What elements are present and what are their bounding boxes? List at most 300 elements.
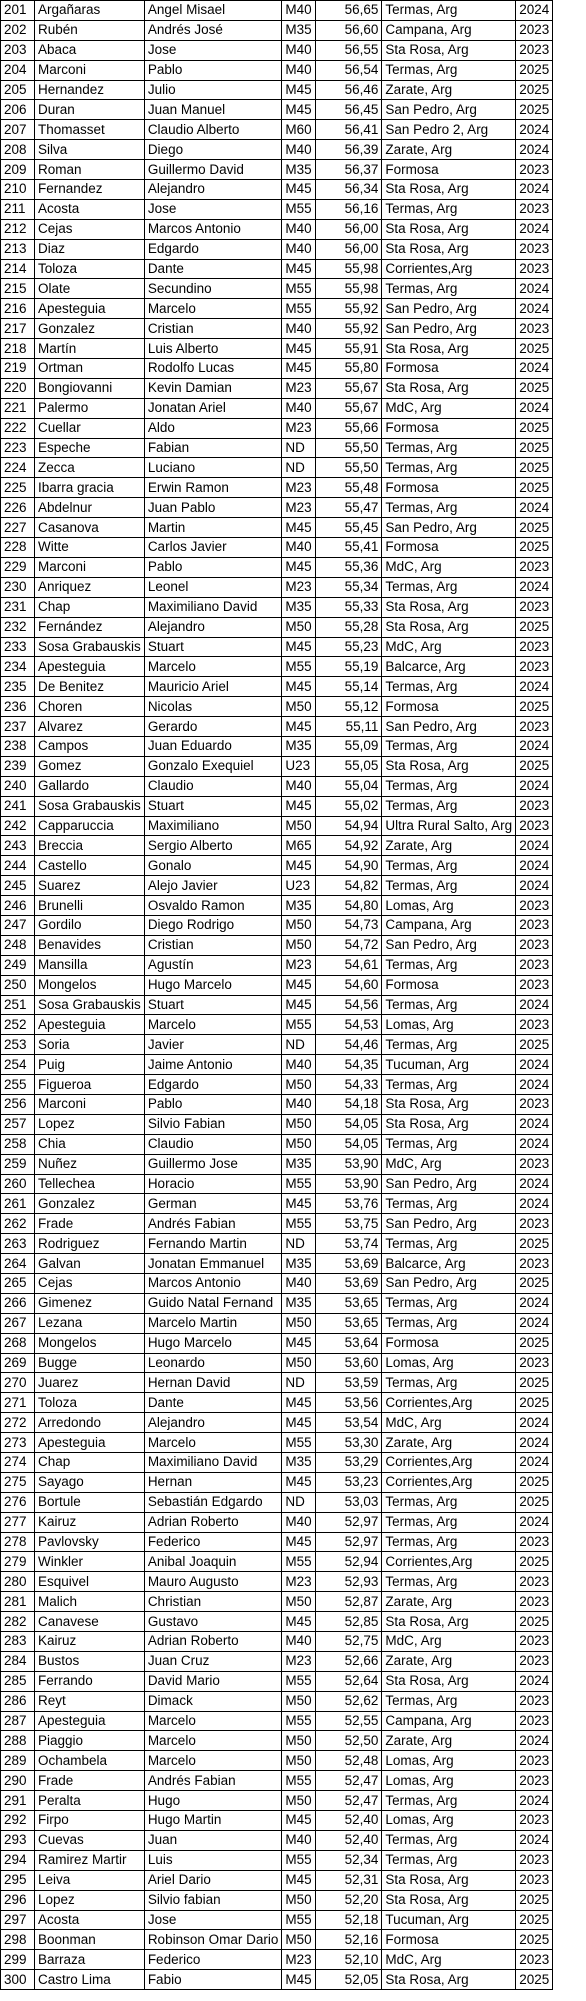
- given-name-cell: Fabian: [144, 438, 282, 458]
- table-row: [1, 518, 553, 538]
- table-row: [1, 1751, 553, 1771]
- location-cell: MdC, Arg: [382, 557, 516, 577]
- given-name-cell: Kevin Damian: [144, 378, 282, 398]
- location-cell: MdC, Arg: [382, 637, 516, 657]
- category-cell: M35: [282, 597, 316, 617]
- table-row: [1, 1433, 553, 1453]
- surname-cell: Bongiovanni: [35, 378, 145, 398]
- given-name-cell: Hugo Marcelo: [144, 975, 282, 995]
- value-cell: 53,29: [316, 1453, 382, 1473]
- category-cell: M40: [282, 538, 316, 558]
- surname-cell: Juarez: [35, 1373, 145, 1393]
- value-cell: 54,61: [316, 955, 382, 975]
- value-cell: 52,34: [316, 1850, 382, 1870]
- rank-cell: 208: [1, 140, 35, 160]
- given-name-cell: Luis: [144, 1850, 282, 1870]
- category-cell: M40: [282, 776, 316, 796]
- year-cell: 2024: [516, 359, 553, 379]
- year-cell: 2025: [516, 60, 553, 80]
- given-name-cell: Fabio: [144, 1970, 282, 1990]
- location-cell: Termas, Arg: [382, 1532, 516, 1552]
- rank-cell: 224: [1, 458, 35, 478]
- table-row: [1, 498, 553, 518]
- rank-cell: 268: [1, 1333, 35, 1353]
- location-cell: Zarate, Arg: [382, 1731, 516, 1751]
- given-name-cell: Leonel: [144, 577, 282, 597]
- year-cell: 2023: [516, 1015, 553, 1035]
- surname-cell: Campos: [35, 736, 145, 756]
- location-cell: Termas, Arg: [382, 1791, 516, 1811]
- category-cell: M55: [282, 1552, 316, 1572]
- category-cell: M50: [282, 617, 316, 637]
- value-cell: 55,45: [316, 518, 382, 538]
- rank-cell: 205: [1, 80, 35, 100]
- surname-cell: Puig: [35, 1055, 145, 1075]
- rank-cell: 253: [1, 1035, 35, 1055]
- value-cell: 53,74: [316, 1234, 382, 1254]
- surname-cell: Firpo: [35, 1811, 145, 1831]
- year-cell: 2024: [516, 1, 553, 21]
- location-cell: Formosa: [382, 1930, 516, 1950]
- category-cell: M45: [282, 359, 316, 379]
- year-cell: 2025: [516, 1910, 553, 1930]
- given-name-cell: David Mario: [144, 1671, 282, 1691]
- value-cell: 53,90: [316, 1154, 382, 1174]
- surname-cell: Frade: [35, 1771, 145, 1791]
- rank-cell: 221: [1, 398, 35, 418]
- given-name-cell: Agustín: [144, 955, 282, 975]
- category-cell: M50: [282, 1890, 316, 1910]
- location-cell: Tucuman, Arg: [382, 1055, 516, 1075]
- rank-cell: 300: [1, 1970, 35, 1990]
- given-name-cell: Secundino: [144, 279, 282, 299]
- table-row: [1, 1572, 553, 1592]
- table-row: [1, 199, 553, 219]
- table-row: [1, 1731, 553, 1751]
- surname-cell: Gonzalez: [35, 319, 145, 339]
- rank-cell: 240: [1, 776, 35, 796]
- table-row: [1, 1472, 553, 1492]
- surname-cell: Apesteguia: [35, 1433, 145, 1453]
- rank-cell: 223: [1, 438, 35, 458]
- year-cell: 2023: [516, 1711, 553, 1731]
- surname-cell: Anriquez: [35, 577, 145, 597]
- surname-cell: Bugge: [35, 1353, 145, 1373]
- value-cell: 55,11: [316, 717, 382, 737]
- table-row: [1, 339, 553, 359]
- value-cell: 53,64: [316, 1333, 382, 1353]
- location-cell: San Pedro, Arg: [382, 935, 516, 955]
- category-cell: U23: [282, 756, 316, 776]
- category-cell: M50: [282, 1751, 316, 1771]
- value-cell: 53,75: [316, 1214, 382, 1234]
- category-cell: M55: [282, 1711, 316, 1731]
- table-row: [1, 458, 553, 478]
- surname-cell: Marconi: [35, 1094, 145, 1114]
- year-cell: 2025: [516, 1234, 553, 1254]
- rank-cell: 258: [1, 1134, 35, 1154]
- value-cell: 56,41: [316, 120, 382, 140]
- year-cell: 2024: [516, 1313, 553, 1333]
- location-cell: MdC, Arg: [382, 398, 516, 418]
- given-name-cell: Federico: [144, 1950, 282, 1970]
- table-row: [1, 359, 553, 379]
- category-cell: ND: [282, 1035, 316, 1055]
- value-cell: 52,31: [316, 1870, 382, 1890]
- year-cell: 2024: [516, 1075, 553, 1095]
- given-name-cell: Marcelo: [144, 1731, 282, 1751]
- given-name-cell: Guillermo Jose: [144, 1154, 282, 1174]
- rank-cell: 265: [1, 1274, 35, 1294]
- given-name-cell: Guido Natal Fernand: [144, 1293, 282, 1313]
- year-cell: 2024: [516, 1433, 553, 1453]
- rank-cell: 257: [1, 1114, 35, 1134]
- value-cell: 52,48: [316, 1751, 382, 1771]
- category-cell: M35: [282, 20, 316, 40]
- rank-cell: 282: [1, 1612, 35, 1632]
- rank-cell: 249: [1, 955, 35, 975]
- category-cell: M45: [282, 1870, 316, 1890]
- value-cell: 53,60: [316, 1353, 382, 1373]
- year-cell: 2023: [516, 1094, 553, 1114]
- rank-cell: 212: [1, 219, 35, 239]
- rank-cell: 220: [1, 378, 35, 398]
- year-cell: 2024: [516, 498, 553, 518]
- location-cell: Formosa: [382, 1333, 516, 1353]
- year-cell: 2024: [516, 180, 553, 200]
- value-cell: 54,60: [316, 975, 382, 995]
- value-cell: 55,47: [316, 498, 382, 518]
- table-row: [1, 1413, 553, 1433]
- location-cell: San Pedro, Arg: [382, 1274, 516, 1294]
- rank-cell: 276: [1, 1492, 35, 1512]
- value-cell: 55,67: [316, 398, 382, 418]
- table-row: [1, 259, 553, 279]
- category-cell: M23: [282, 378, 316, 398]
- location-cell: Termas, Arg: [382, 1293, 516, 1313]
- rank-cell: 283: [1, 1632, 35, 1652]
- surname-cell: De Benitez: [35, 677, 145, 697]
- rank-cell: 296: [1, 1890, 35, 1910]
- year-cell: 2024: [516, 776, 553, 796]
- category-cell: M55: [282, 1174, 316, 1194]
- value-cell: 55,04: [316, 776, 382, 796]
- table-row: [1, 1830, 553, 1850]
- category-cell: M50: [282, 1731, 316, 1751]
- value-cell: 55,09: [316, 736, 382, 756]
- year-cell: 2024: [516, 1731, 553, 1751]
- given-name-cell: Hernan David: [144, 1373, 282, 1393]
- rank-cell: 230: [1, 577, 35, 597]
- year-cell: 2025: [516, 756, 553, 776]
- location-cell: San Pedro, Arg: [382, 518, 516, 538]
- category-cell: M55: [282, 1214, 316, 1234]
- location-cell: Sta Rosa, Arg: [382, 1612, 516, 1632]
- year-cell: 2023: [516, 1691, 553, 1711]
- table-row: [1, 1174, 553, 1194]
- value-cell: 54,80: [316, 896, 382, 916]
- table-row: [1, 1870, 553, 1890]
- given-name-cell: Hernan: [144, 1472, 282, 1492]
- surname-cell: Cuellar: [35, 418, 145, 438]
- rank-cell: 269: [1, 1353, 35, 1373]
- rank-cell: 246: [1, 896, 35, 916]
- rank-cell: 204: [1, 60, 35, 80]
- surname-cell: Castello: [35, 856, 145, 876]
- rank-cell: 295: [1, 1870, 35, 1890]
- location-cell: Termas, Arg: [382, 1373, 516, 1393]
- given-name-cell: Gonalo: [144, 856, 282, 876]
- year-cell: 2023: [516, 1214, 553, 1234]
- location-cell: Lomas, Arg: [382, 1353, 516, 1373]
- location-cell: Termas, Arg: [382, 199, 516, 219]
- table-row: [1, 637, 553, 657]
- year-cell: 2025: [516, 1970, 553, 1990]
- given-name-cell: Gerardo: [144, 717, 282, 737]
- location-cell: San Pedro, Arg: [382, 1174, 516, 1194]
- category-cell: M40: [282, 1830, 316, 1850]
- given-name-cell: Diego: [144, 140, 282, 160]
- year-cell: 2023: [516, 1771, 553, 1791]
- year-cell: 2023: [516, 1154, 553, 1174]
- given-name-cell: Alejo Javier: [144, 876, 282, 896]
- given-name-cell: Stuart: [144, 637, 282, 657]
- category-cell: M50: [282, 1791, 316, 1811]
- value-cell: 52,16: [316, 1930, 382, 1950]
- surname-cell: Bustos: [35, 1651, 145, 1671]
- given-name-cell: Edgardo: [144, 239, 282, 259]
- rank-cell: 277: [1, 1512, 35, 1532]
- location-cell: San Pedro, Arg: [382, 717, 516, 737]
- year-cell: 2023: [516, 915, 553, 935]
- surname-cell: Chia: [35, 1134, 145, 1154]
- given-name-cell: German: [144, 1194, 282, 1214]
- surname-cell: Ochambela: [35, 1751, 145, 1771]
- value-cell: 54,82: [316, 876, 382, 896]
- year-cell: 2024: [516, 140, 553, 160]
- given-name-cell: Silvio Fabian: [144, 1114, 282, 1134]
- year-cell: 2023: [516, 1254, 553, 1274]
- surname-cell: Lopez: [35, 1890, 145, 1910]
- rank-cell: 289: [1, 1751, 35, 1771]
- year-cell: 2023: [516, 955, 553, 975]
- surname-cell: Tellechea: [35, 1174, 145, 1194]
- value-cell: 52,40: [316, 1811, 382, 1831]
- given-name-cell: Javier: [144, 1035, 282, 1055]
- rank-cell: 260: [1, 1174, 35, 1194]
- location-cell: Formosa: [382, 697, 516, 717]
- surname-cell: Capparuccia: [35, 816, 145, 836]
- rank-cell: 278: [1, 1532, 35, 1552]
- surname-cell: Apesteguia: [35, 1711, 145, 1731]
- value-cell: 54,46: [316, 1035, 382, 1055]
- given-name-cell: Marcos Antonio: [144, 219, 282, 239]
- given-name-cell: Marcelo: [144, 1015, 282, 1035]
- given-name-cell: Marcelo: [144, 657, 282, 677]
- rank-cell: 261: [1, 1194, 35, 1214]
- table-row: [1, 1651, 553, 1671]
- surname-cell: Casanova: [35, 518, 145, 538]
- location-cell: Formosa: [382, 359, 516, 379]
- table-row: [1, 1711, 553, 1731]
- table-row: [1, 915, 553, 935]
- surname-cell: Canavese: [35, 1612, 145, 1632]
- location-cell: Sta Rosa, Arg: [382, 617, 516, 637]
- location-cell: Sta Rosa, Arg: [382, 1890, 516, 1910]
- location-cell: MdC, Arg: [382, 1413, 516, 1433]
- category-cell: M55: [282, 1015, 316, 1035]
- category-cell: M45: [282, 677, 316, 697]
- location-cell: Termas, Arg: [382, 1, 516, 21]
- category-cell: M50: [282, 1114, 316, 1134]
- given-name-cell: Marcelo: [144, 1433, 282, 1453]
- rank-cell: 238: [1, 736, 35, 756]
- year-cell: 2024: [516, 1413, 553, 1433]
- location-cell: Termas, Arg: [382, 1691, 516, 1711]
- surname-cell: Gimenez: [35, 1293, 145, 1313]
- given-name-cell: Edgardo: [144, 1075, 282, 1095]
- category-cell: M45: [282, 1393, 316, 1413]
- given-name-cell: Juan Eduardo: [144, 736, 282, 756]
- given-name-cell: Marcelo: [144, 1711, 282, 1731]
- given-name-cell: Juan Manuel: [144, 100, 282, 120]
- surname-cell: Argañaras: [35, 1, 145, 21]
- category-cell: M35: [282, 1293, 316, 1313]
- given-name-cell: Hugo Marcelo: [144, 1333, 282, 1353]
- rank-cell: 237: [1, 717, 35, 737]
- value-cell: 56,54: [316, 60, 382, 80]
- given-name-cell: Diego Rodrigo: [144, 915, 282, 935]
- value-cell: 55,91: [316, 339, 382, 359]
- surname-cell: Toloza: [35, 1393, 145, 1413]
- category-cell: M45: [282, 180, 316, 200]
- table-row: [1, 1632, 553, 1652]
- location-cell: Sta Rosa, Arg: [382, 1870, 516, 1890]
- year-cell: 2023: [516, 319, 553, 339]
- year-cell: 2025: [516, 80, 553, 100]
- rank-cell: 218: [1, 339, 35, 359]
- category-cell: M50: [282, 915, 316, 935]
- table-row: [1, 1890, 553, 1910]
- table-row: [1, 657, 553, 677]
- value-cell: 52,85: [316, 1612, 382, 1632]
- surname-cell: Chap: [35, 597, 145, 617]
- year-cell: 2025: [516, 1274, 553, 1294]
- value-cell: 54,05: [316, 1134, 382, 1154]
- category-cell: M35: [282, 1154, 316, 1174]
- category-cell: M45: [282, 100, 316, 120]
- given-name-cell: Juan Cruz: [144, 1651, 282, 1671]
- year-cell: 2025: [516, 1930, 553, 1950]
- value-cell: 55,66: [316, 418, 382, 438]
- year-cell: 2023: [516, 1353, 553, 1373]
- rank-cell: 273: [1, 1433, 35, 1453]
- surname-cell: Martín: [35, 339, 145, 359]
- given-name-cell: Pablo: [144, 60, 282, 80]
- surname-cell: Sayago: [35, 1472, 145, 1492]
- year-cell: 2025: [516, 1035, 553, 1055]
- category-cell: M23: [282, 1572, 316, 1592]
- location-cell: Tucuman, Arg: [382, 1910, 516, 1930]
- given-name-cell: Claudio: [144, 1134, 282, 1154]
- location-cell: Sta Rosa, Arg: [382, 239, 516, 259]
- location-cell: Lomas, Arg: [382, 896, 516, 916]
- category-cell: M45: [282, 1612, 316, 1632]
- location-cell: Sta Rosa, Arg: [382, 1970, 516, 1990]
- surname-cell: Ferrando: [35, 1671, 145, 1691]
- rank-cell: 279: [1, 1552, 35, 1572]
- year-cell: 2025: [516, 538, 553, 558]
- given-name-cell: Erwin Ramon: [144, 478, 282, 498]
- category-cell: M45: [282, 518, 316, 538]
- surname-cell: Reyt: [35, 1691, 145, 1711]
- table-row: [1, 856, 553, 876]
- surname-cell: Esquivel: [35, 1572, 145, 1592]
- year-cell: 2024: [516, 1830, 553, 1850]
- given-name-cell: Sergio Alberto: [144, 836, 282, 856]
- surname-cell: Cuevas: [35, 1830, 145, 1850]
- table-row: [1, 1532, 553, 1552]
- given-name-cell: Ariel Dario: [144, 1870, 282, 1890]
- location-cell: Lomas, Arg: [382, 1771, 516, 1791]
- surname-cell: Gomez: [35, 756, 145, 776]
- table-row: [1, 398, 553, 418]
- value-cell: 55,98: [316, 279, 382, 299]
- surname-cell: Apesteguia: [35, 1015, 145, 1035]
- surname-cell: Silva: [35, 140, 145, 160]
- category-cell: M45: [282, 557, 316, 577]
- surname-cell: Kairuz: [35, 1632, 145, 1652]
- category-cell: M40: [282, 239, 316, 259]
- table-row: [1, 1910, 553, 1930]
- value-cell: 55,67: [316, 378, 382, 398]
- location-cell: Termas, Arg: [382, 498, 516, 518]
- location-cell: Termas, Arg: [382, 577, 516, 597]
- value-cell: 56,16: [316, 199, 382, 219]
- year-cell: 2024: [516, 219, 553, 239]
- given-name-cell: Aldo: [144, 418, 282, 438]
- location-cell: Formosa: [382, 975, 516, 995]
- location-cell: San Pedro, Arg: [382, 100, 516, 120]
- given-name-cell: Osvaldo Ramon: [144, 896, 282, 916]
- surname-cell: Brunelli: [35, 896, 145, 916]
- surname-cell: Mongelos: [35, 1333, 145, 1353]
- rank-cell: 232: [1, 617, 35, 637]
- rank-cell: 219: [1, 359, 35, 379]
- value-cell: 55,19: [316, 657, 382, 677]
- category-cell: M45: [282, 1413, 316, 1433]
- rank-cell: 211: [1, 199, 35, 219]
- year-cell: 2025: [516, 1373, 553, 1393]
- table-row: [1, 955, 553, 975]
- table-row: [1, 1512, 553, 1532]
- rank-cell: 275: [1, 1472, 35, 1492]
- table-row: [1, 1373, 553, 1393]
- rank-cell: 226: [1, 498, 35, 518]
- given-name-cell: Luis Alberto: [144, 339, 282, 359]
- year-cell: 2025: [516, 418, 553, 438]
- value-cell: 53,76: [316, 1194, 382, 1214]
- surname-cell: Gonzalez: [35, 1194, 145, 1214]
- value-cell: 52,62: [316, 1691, 382, 1711]
- rank-cell: 270: [1, 1373, 35, 1393]
- rank-cell: 252: [1, 1015, 35, 1035]
- year-cell: 2023: [516, 1870, 553, 1890]
- table-row: [1, 1791, 553, 1811]
- category-cell: M45: [282, 796, 316, 816]
- category-cell: M45: [282, 1333, 316, 1353]
- category-cell: M45: [282, 1472, 316, 1492]
